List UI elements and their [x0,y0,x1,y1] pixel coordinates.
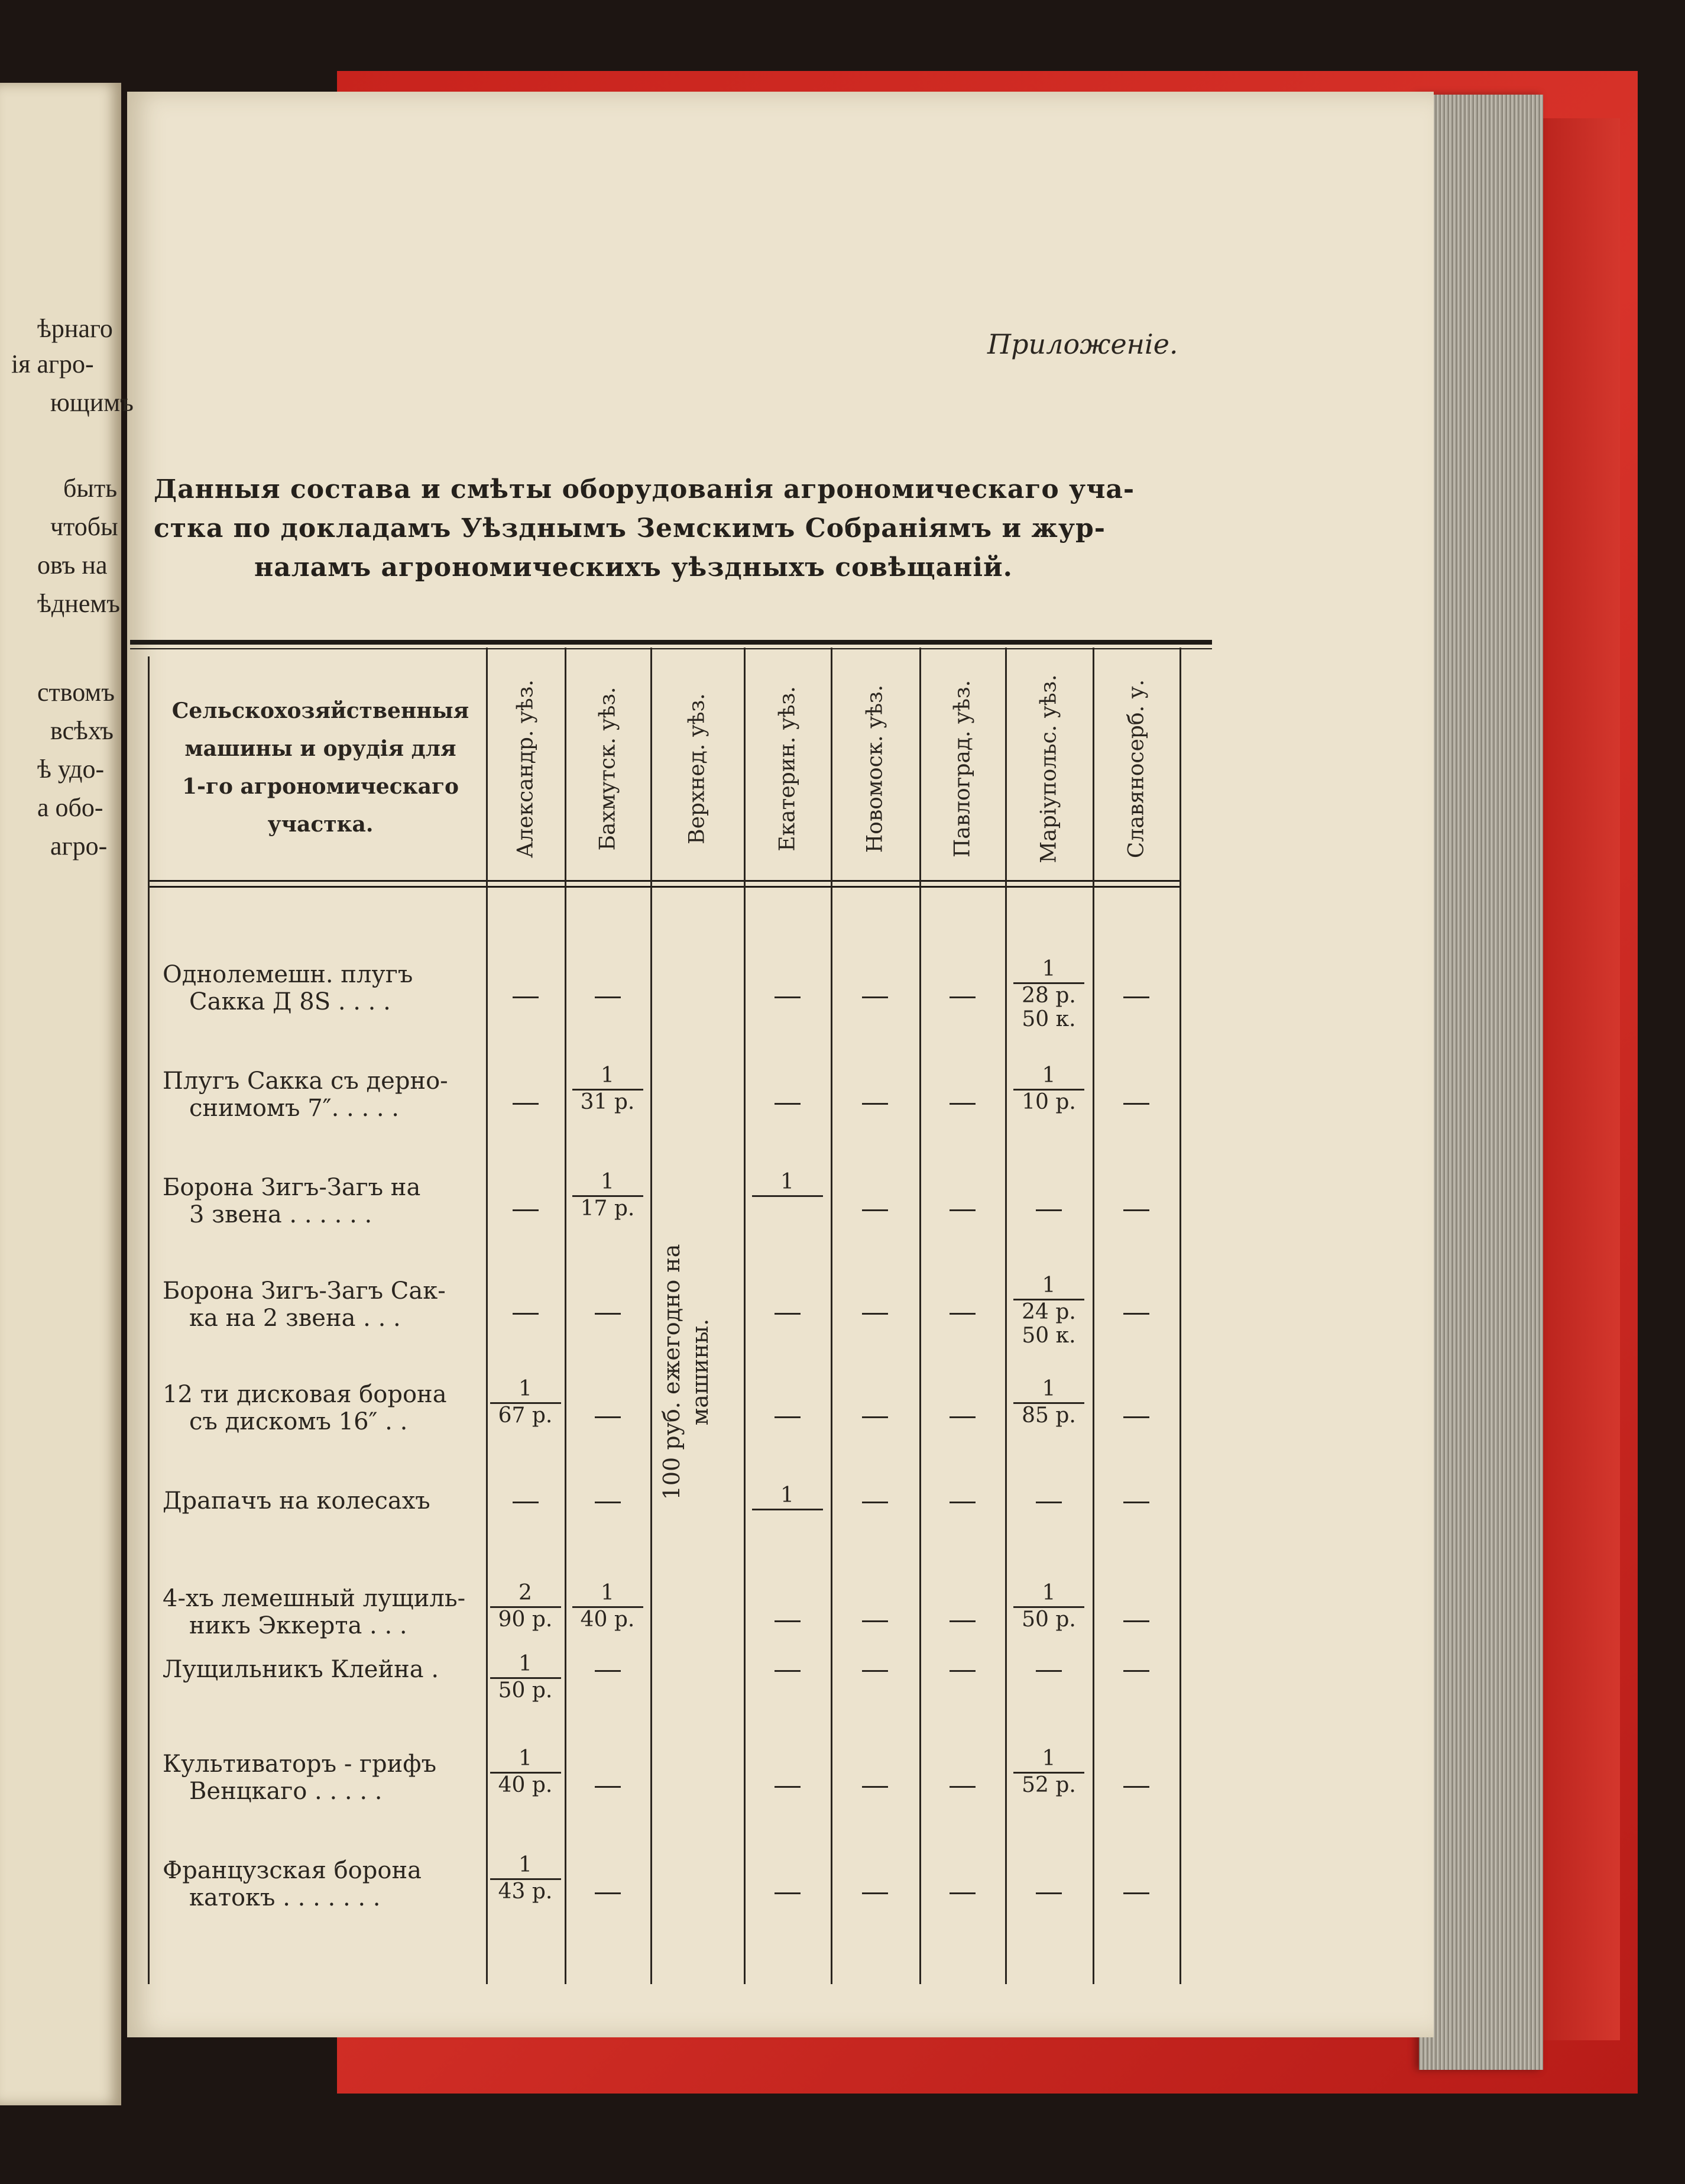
empty-cell-dash [595,1670,621,1672]
left-page-fragment: ющимъ [50,388,134,417]
row-label: Борона Зигъ-Загъ на [163,1174,421,1201]
empty-cell-dash [862,1670,888,1672]
cell-quantity: 1 [519,1853,532,1877]
cell-price: 17 р. [580,1196,635,1221]
row-label: 4-хъ лемешный лущиль- [163,1585,466,1612]
empty-cell-dash [950,996,976,998]
row-label: ка на 2 звена . . . [189,1305,401,1332]
left-page-fragment: всѣхъ [50,716,114,745]
empty-cell-dash [513,1209,539,1211]
row-label: Сакка Д 8S . . . . [189,988,391,1015]
table-cell [566,1580,649,1632]
right-page [127,92,1434,2037]
column-header: Новомоск. уѣз. [863,684,887,853]
empty-cell-dash [950,1786,976,1788]
empty-cell-dash [862,996,888,998]
empty-cell-dash [950,1620,976,1622]
empty-cell-dash [950,1209,976,1211]
empty-cell-dash [950,1313,976,1315]
empty-cell-dash [595,996,621,998]
cell-quantity: 1 [1042,1581,1056,1605]
empty-cell-dash [862,1416,888,1418]
cell-quantity: 1 [1042,1377,1056,1401]
empty-cell-dash [1036,1502,1062,1503]
cell-price: 90 р. [498,1607,553,1632]
cell-quantity: 1 [601,1063,614,1088]
verkhned-note: 100 руб. ежегодно на машины. [659,1244,713,1500]
empty-cell-dash [775,1416,801,1418]
table-top-rule-thin [130,648,1212,649]
table-cell [1007,1273,1090,1348]
table-cell [746,1483,829,1510]
column-header: Павлоград. уѣз. [950,680,974,858]
table-column-line [919,648,921,1984]
empty-cell-dash [862,1786,888,1788]
empty-cell-dash [775,1313,801,1315]
empty-cell-dash [775,1670,801,1672]
empty-cell-dash [950,1103,976,1105]
empty-cell-dash [1123,1416,1149,1418]
empty-cell-dash [1123,1209,1149,1211]
column-header: Маріупольс. уѣз. [1036,674,1061,863]
appendix-label: Приложеніе. [987,328,1178,360]
table-cell [484,1852,567,1904]
empty-cell-dash [1036,1670,1062,1672]
empty-cell-dash [595,1892,621,1894]
row-label: съ дискомъ 16″ . . [189,1408,408,1435]
row-label: Драпачъ на колесахъ [163,1487,430,1515]
table-column-line [1005,648,1007,1984]
table-cell [484,1376,567,1428]
table-cell [484,1580,567,1632]
empty-cell-dash [513,1502,539,1503]
table-column-line [1180,648,1181,1984]
cell-price: 43 р. [498,1879,553,1904]
cell-kopecks: 50 к. [1022,1007,1076,1031]
heading-line-3: наламъ агрономическихъ уѣздныхъ совѣщаній. [254,552,1013,583]
row-label: Плугъ Сакка съ дерно- [163,1067,448,1095]
row-label: 3 звена . . . . . . [189,1201,372,1228]
cell-price: 40 р. [580,1607,635,1632]
cell-quantity: 1 [519,1652,532,1676]
empty-cell-dash [862,1209,888,1211]
cell-quantity: 1 [1042,1273,1056,1298]
cell-price: 67 р. [498,1403,553,1428]
table-cell [746,1169,829,1197]
header-bottom-rule-2 [148,886,1180,888]
left-page-fragment: быть [63,474,118,503]
table-column-line [744,648,746,1984]
empty-cell-dash [775,996,801,998]
cell-price: 50 р. [498,1678,553,1703]
empty-cell-dash [1123,1892,1149,1894]
left-page-fragment: ія агро- [11,350,94,378]
empty-cell-dash [950,1892,976,1894]
empty-cell-dash [950,1502,976,1503]
cell-price: 10 р. [1022,1090,1076,1114]
empty-cell-dash [1123,1103,1149,1105]
row-label: Венцкаго . . . . . [189,1778,383,1805]
table-column-line [650,648,652,1984]
row-label: снимомъ 7″. . . . . [189,1095,400,1122]
cell-quantity: 2 [519,1581,532,1605]
cell-fraction-bar [752,1195,823,1197]
empty-cell-dash [513,996,539,998]
column-header: Екатерин. уѣз. [775,686,799,852]
table-column-line [831,648,832,1984]
column-header: Верхнед. уѣз. [685,693,709,845]
empty-cell-dash [862,1620,888,1622]
empty-cell-dash [862,1103,888,1105]
cell-quantity: 1 [519,1746,532,1771]
empty-cell-dash [513,1313,539,1315]
cell-price: 24 р. [1022,1300,1076,1324]
cell-price: 31 р. [580,1090,635,1114]
table-cell [1007,1580,1090,1632]
left-page-fragment: агро- [50,831,108,860]
row-label: Французская борона [163,1857,422,1884]
cell-quantity: 1 [780,1483,794,1507]
left-page [0,83,121,2105]
column-header: Славяносерб. у. [1124,679,1148,859]
empty-cell-dash [1036,1892,1062,1894]
row-label: катокъ . . . . . . . [189,1884,381,1911]
empty-cell-dash [862,1313,888,1315]
row-label: Борона Зигъ-Загъ Сак- [163,1277,446,1305]
table-cell [484,1746,567,1797]
cell-quantity: 1 [1042,1063,1056,1088]
table-cell [566,1063,649,1114]
empty-cell-dash [1123,996,1149,998]
row-label: Однолемешн. плугъ [163,961,413,988]
heading-line-1: Данныя состава и смѣты оборудованія агрономическаго уча- [154,474,1135,504]
row-label: Лущильникъ Клейна . [163,1656,439,1683]
empty-cell-dash [862,1502,888,1503]
table-header-label: Сельскохозяйственныя машины и орудія для 1-го агрономическаго участка. [171,698,469,837]
empty-cell-dash [595,1502,621,1503]
table-cell [1007,956,1090,1031]
column-header: Бахмутск. уѣз. [595,687,620,851]
cell-kopecks: 50 к. [1022,1324,1076,1348]
cell-price: 40 р. [498,1773,553,1797]
left-page-fragment: ѣрнаго [37,314,113,343]
row-label: Культиваторъ - грифъ [163,1751,437,1778]
empty-cell-dash [1123,1502,1149,1503]
cell-quantity: 1 [519,1377,532,1401]
empty-cell-dash [595,1313,621,1315]
cell-quantity: 1 [1042,957,1056,981]
left-page-fragment: чтобы [50,512,118,541]
cell-price: 52 р. [1022,1773,1076,1797]
table-cell [1007,1746,1090,1797]
row-label: никъ Эккерта . . . [189,1612,407,1639]
empty-cell-dash [775,1103,801,1105]
table-column-line [1093,648,1094,1984]
cell-quantity: 1 [601,1581,614,1605]
table-cell [1007,1376,1090,1428]
heading-line-2: стка по докладамъ Уѣзднымъ Земскимъ Собраніямъ и жур- [154,513,1106,543]
empty-cell-dash [862,1892,888,1894]
empty-cell-dash [950,1670,976,1672]
column-header: Александр. уѣз. [513,680,537,858]
empty-cell-dash [775,1892,801,1894]
left-page-fragment: а обо- [37,793,103,822]
table-cell [566,1169,649,1221]
left-page-fragment: ѣ удо- [37,755,105,784]
empty-cell-dash [775,1786,801,1788]
cell-price: 28 р. [1022,983,1076,1008]
empty-cell-dash [1123,1670,1149,1672]
cell-quantity: 1 [1042,1746,1056,1771]
page-heading [154,470,1182,587]
empty-cell-dash [513,1103,539,1105]
empty-cell-dash [595,1786,621,1788]
empty-cell-dash [950,1416,976,1418]
table-cell [1007,1063,1090,1114]
empty-cell-dash [1123,1620,1149,1622]
table-column-line [148,656,150,1984]
header-bottom-rule [148,880,1180,882]
row-label: 12 ти дисковая борона [163,1381,447,1408]
cell-price: 50 р. [1022,1607,1076,1632]
empty-cell-dash [1123,1786,1149,1788]
left-page-fragment: ѣднемъ [37,589,120,618]
empty-cell-dash [1123,1313,1149,1315]
left-page-fragment: ствомъ [37,678,115,707]
table-cell [484,1651,567,1703]
cell-fraction-bar [752,1509,823,1510]
cell-quantity: 1 [780,1170,794,1194]
left-page-fragment: овъ на [37,551,108,580]
cell-quantity: 1 [601,1170,614,1194]
empty-cell-dash [775,1620,801,1622]
table-top-rule [130,640,1212,645]
empty-cell-dash [595,1416,621,1418]
cell-price: 85 р. [1022,1403,1076,1428]
empty-cell-dash [1036,1209,1062,1211]
